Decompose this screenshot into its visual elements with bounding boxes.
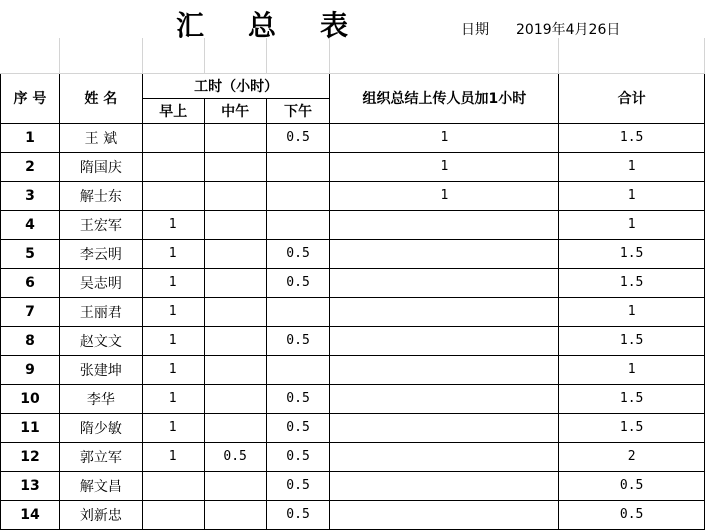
cell[interactable] xyxy=(330,38,559,73)
cell-noon[interactable] xyxy=(204,355,266,384)
table-row xyxy=(1,181,705,210)
cell-total[interactable]: 0.5 xyxy=(559,471,705,500)
cell-morning[interactable] xyxy=(142,500,204,529)
cell-organize[interactable] xyxy=(330,442,559,471)
cell-total[interactable]: 1.5 xyxy=(559,413,705,442)
cell-noon[interactable]: 0.5 xyxy=(204,442,266,471)
table-row xyxy=(1,239,705,268)
cell-total[interactable]: 1 xyxy=(559,181,705,210)
cell-name[interactable]: 王丽君 xyxy=(59,297,142,326)
cell-noon[interactable] xyxy=(204,239,266,268)
cell-name[interactable]: 郭立军 xyxy=(59,442,142,471)
cell-organize[interactable]: 1 xyxy=(330,181,559,210)
table-row xyxy=(1,384,705,413)
cell-noon[interactable] xyxy=(204,384,266,413)
table-row xyxy=(1,326,705,355)
cell-name[interactable]: 隋少敏 xyxy=(59,413,142,442)
table-row xyxy=(1,442,705,471)
cell-morning[interactable] xyxy=(142,152,204,181)
cell[interactable] xyxy=(59,38,142,73)
table-row xyxy=(1,152,705,181)
header-afternoon[interactable]: 下午 xyxy=(266,98,330,123)
cell-total[interactable]: 1 xyxy=(559,152,705,181)
cell-index[interactable]: 1 xyxy=(1,123,60,152)
cell-noon[interactable] xyxy=(204,181,266,210)
date-value: 2019年4月26日 xyxy=(516,22,621,38)
cell-morning[interactable] xyxy=(142,181,204,210)
cell-noon[interactable] xyxy=(204,413,266,442)
cell-morning[interactable]: 1 xyxy=(142,297,204,326)
cell-afternoon[interactable]: 0.5 xyxy=(266,326,330,355)
cell-organize[interactable] xyxy=(330,210,559,239)
table-row xyxy=(1,413,705,442)
cell-organize[interactable]: 1 xyxy=(330,123,559,152)
cell-noon[interactable] xyxy=(204,326,266,355)
cell-index[interactable]: 11 xyxy=(1,413,60,442)
cell-index[interactable]: 6 xyxy=(1,268,60,297)
cell-noon[interactable] xyxy=(204,500,266,529)
cell-afternoon[interactable]: 0.5 xyxy=(266,268,330,297)
cell-afternoon[interactable]: 0.5 xyxy=(266,500,330,529)
cell-name[interactable]: 王 斌 xyxy=(59,123,142,152)
table-row xyxy=(1,500,705,529)
header-morning[interactable]: 早上 xyxy=(142,98,204,123)
table-row xyxy=(1,471,705,500)
table-row xyxy=(1,268,705,297)
cell-index[interactable]: 5 xyxy=(1,239,60,268)
cell-organize[interactable] xyxy=(330,268,559,297)
title-row xyxy=(0,0,705,42)
cell-index[interactable]: 13 xyxy=(1,471,60,500)
cell-index[interactable]: 9 xyxy=(1,355,60,384)
cell-index[interactable]: 10 xyxy=(1,384,60,413)
cell-name[interactable]: 刘新忠 xyxy=(59,500,142,529)
header-row-1 xyxy=(1,73,705,98)
cell-total[interactable]: 1.5 xyxy=(559,268,705,297)
cell-index[interactable]: 2 xyxy=(1,152,60,181)
cell-afternoon[interactable] xyxy=(266,210,330,239)
cell-morning[interactable] xyxy=(142,123,204,152)
cell-total[interactable]: 1.5 xyxy=(559,384,705,413)
cell-noon[interactable] xyxy=(204,268,266,297)
cell-index[interactable]: 8 xyxy=(1,326,60,355)
cell-organize[interactable] xyxy=(330,413,559,442)
table-row xyxy=(1,210,705,239)
cell-organize[interactable] xyxy=(330,500,559,529)
cell-total[interactable]: 2 xyxy=(559,442,705,471)
cell-afternoon[interactable]: 0.5 xyxy=(266,123,330,152)
cell-morning[interactable]: 1 xyxy=(142,413,204,442)
cell[interactable] xyxy=(204,38,266,73)
cell-index[interactable]: 7 xyxy=(1,297,60,326)
cell-name[interactable]: 王宏军 xyxy=(59,210,142,239)
header-name[interactable]: 姓 名 xyxy=(59,73,142,123)
cell-name[interactable]: 解文昌 xyxy=(59,471,142,500)
header-index[interactable]: 序 号 xyxy=(1,73,60,123)
cell-organize[interactable] xyxy=(330,471,559,500)
cell-morning[interactable] xyxy=(142,471,204,500)
cell-afternoon[interactable]: 0.5 xyxy=(266,239,330,268)
cell-noon[interactable] xyxy=(204,210,266,239)
cell-organize[interactable] xyxy=(330,326,559,355)
cell-index[interactable]: 3 xyxy=(1,181,60,210)
cell-organize[interactable]: 1 xyxy=(330,152,559,181)
cell-morning[interactable]: 1 xyxy=(142,326,204,355)
cell-name[interactable]: 吴志明 xyxy=(59,268,142,297)
cell-name[interactable]: 李华 xyxy=(59,384,142,413)
cell-morning[interactable]: 1 xyxy=(142,210,204,239)
header-total[interactable]: 合计 xyxy=(559,73,705,123)
cell-organize[interactable] xyxy=(330,239,559,268)
cell[interactable] xyxy=(559,38,705,73)
sheet-title: 汇 总 表 xyxy=(176,9,349,42)
table-row xyxy=(1,123,705,152)
cell-organize[interactable] xyxy=(330,355,559,384)
cell-total[interactable]: 1 xyxy=(559,210,705,239)
cell[interactable] xyxy=(142,38,204,73)
blank-row xyxy=(1,38,705,73)
cell-afternoon[interactable]: 0.5 xyxy=(266,442,330,471)
cell-index[interactable]: 12 xyxy=(1,442,60,471)
cell-total[interactable]: 0.5 xyxy=(559,500,705,529)
cell-morning[interactable]: 1 xyxy=(142,442,204,471)
cell[interactable] xyxy=(1,38,60,73)
cell-afternoon[interactable]: 0.5 xyxy=(266,384,330,413)
header-hours-group[interactable]: 工时（小时） xyxy=(142,73,330,98)
cell-name[interactable]: 李云明 xyxy=(59,239,142,268)
cell-afternoon[interactable] xyxy=(266,355,330,384)
cell-total[interactable]: 1.5 xyxy=(559,123,705,152)
cell-afternoon[interactable]: 0.5 xyxy=(266,413,330,442)
date-label: 日期 xyxy=(461,22,489,38)
summary-table xyxy=(0,38,705,530)
cell-afternoon[interactable] xyxy=(266,181,330,210)
cell-organize[interactable] xyxy=(330,384,559,413)
cell-total[interactable]: 1.5 xyxy=(559,239,705,268)
cell-noon[interactable] xyxy=(204,152,266,181)
cell-morning[interactable]: 1 xyxy=(142,355,204,384)
cell-name[interactable]: 赵文文 xyxy=(59,326,142,355)
header-noon[interactable]: 中午 xyxy=(204,98,266,123)
cell-name[interactable]: 解士东 xyxy=(59,181,142,210)
header-organize[interactable]: 组织总结上传人员加1小时 xyxy=(330,73,559,123)
cell-morning[interactable]: 1 xyxy=(142,268,204,297)
cell-total[interactable]: 1 xyxy=(559,297,705,326)
cell-afternoon[interactable]: 0.5 xyxy=(266,471,330,500)
cell-morning[interactable]: 1 xyxy=(142,384,204,413)
cell[interactable] xyxy=(266,38,330,73)
cell-noon[interactable] xyxy=(204,297,266,326)
cell-total[interactable]: 1 xyxy=(559,355,705,384)
cell-morning[interactable]: 1 xyxy=(142,239,204,268)
table-row xyxy=(1,355,705,384)
cell-noon[interactable] xyxy=(204,471,266,500)
cell-afternoon[interactable] xyxy=(266,152,330,181)
table-row xyxy=(1,297,705,326)
cell-noon[interactable] xyxy=(204,123,266,152)
cell-index[interactable]: 14 xyxy=(1,500,60,529)
cell-index[interactable]: 4 xyxy=(1,210,60,239)
cell-name[interactable]: 隋国庆 xyxy=(59,152,142,181)
cell-name[interactable]: 张建坤 xyxy=(59,355,142,384)
cell-afternoon[interactable] xyxy=(266,297,330,326)
cell-total[interactable]: 1.5 xyxy=(559,326,705,355)
cell-organize[interactable] xyxy=(330,297,559,326)
